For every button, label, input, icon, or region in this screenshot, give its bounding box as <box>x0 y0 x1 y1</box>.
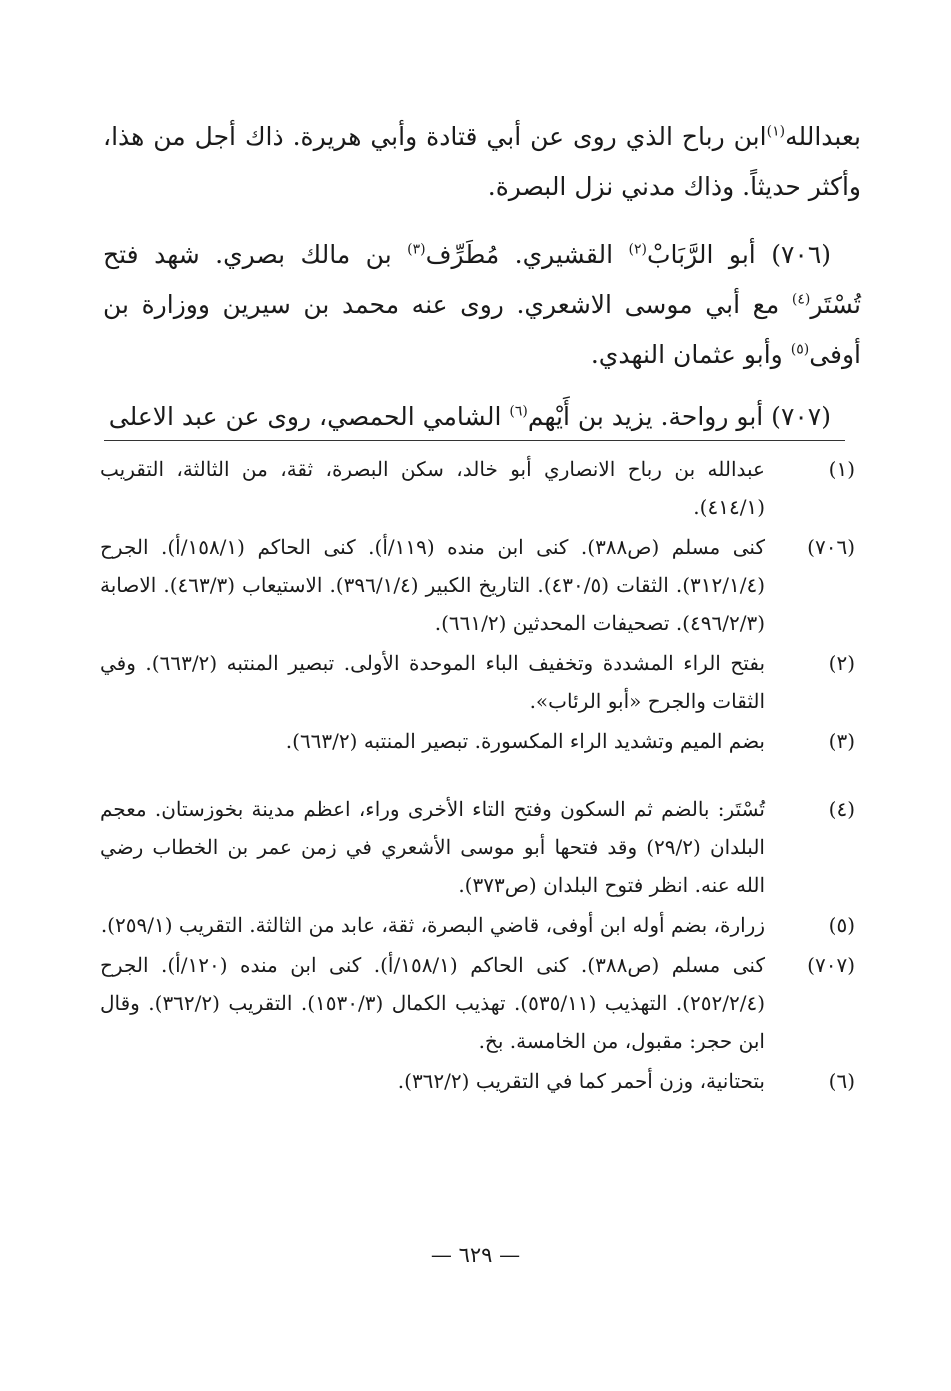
footnote-text: كنى مسلم (ص٣٨٨). كنى ابن منده (١١٩/أ). كنى الحاكم (١٥٨/١/أ). الجرح (٣١٢/١/٤). الثقات (٤٣٠/٥). التاريخ الكبير (٣٩٦/١/٤). الاستيعاب (٤٦٣/٣). الاصابة (٤٩٦/٢/٣). تصحيفات المحدثين (٦٦١/٢). <box>100 535 765 635</box>
text-span: القشيري. مُطَرِّف <box>425 240 614 269</box>
text-span: أبو رواحة. يزيد بن أَيْهم <box>527 402 764 431</box>
footnote-number: (٧٠٧) <box>807 953 855 977</box>
footnote-ref-6: (٦) <box>509 403 528 420</box>
footnote-number: (٣) <box>828 729 855 753</box>
page-number: — ٦٢٩ — <box>430 1243 521 1267</box>
text-span: أبو الرَّبَابْ <box>646 240 756 269</box>
footnote-ref-5: (٥) <box>790 341 810 358</box>
paragraph-continuation <box>103 112 861 212</box>
footnote-text: بتحتانية، وزن أحمر كما في التقريب (٣٦٢/٢). <box>397 1069 765 1093</box>
footnotes <box>100 450 855 1102</box>
footnote-item <box>100 1062 855 1100</box>
footnote-text: بضم الميم وتشديد الراء المكسورة. تبصير المنتبه (٦٦٣/٢). <box>285 729 765 753</box>
footnote-item <box>100 644 855 720</box>
footnote-number: (٤) <box>828 797 855 821</box>
text-span: بعبدالله <box>785 122 861 151</box>
footnote-item <box>100 946 855 1060</box>
footnote-number: (٧٠٦) <box>807 535 855 559</box>
text-span: بن مالك بصري. شهد فتح تُسْتَر <box>103 240 861 319</box>
footnote-ref-3: (٣) <box>407 241 426 258</box>
main-text <box>103 112 861 454</box>
footnote-item <box>100 790 855 904</box>
footnote-number: (٢) <box>828 651 855 675</box>
footnote-item <box>100 528 855 642</box>
footnote-text: تُسْتَر: بالضم ثم السكون وفتح التاء الأخرى وراء، اعظم مدينة بخوزستان. معجم البلدان (٢٩/٢) وقد فتحها أبو موسى الأشعري في زمن عمر بن الخطاب رضي الله عنه. انظر فتوح البلدان (ص٣٧٣). <box>100 797 765 897</box>
footnote-text: بفتح الراء المشددة وتخفيف الباء الموحدة الأولى. تبصير المنتبه (٦٦٣/٢). وفي الثقات والجرح «أبو الرئاب». <box>100 651 766 713</box>
footnote-item <box>100 722 855 760</box>
text-span: الشامي الحمصي، روى عن عبد الاعلى <box>108 402 502 431</box>
footnote-text: زرارة، بضم أوله ابن أوفى، قاضي البصرة، ثقة، عابد من الثالثة. التقريب (٢٥٩/١). <box>100 913 765 937</box>
footnote-text: عبدالله بن رباح الانصاري أبو خالد، سكن البصرة، ثقة، من الثالثة، التقريب (٤١٤/١). <box>100 457 765 519</box>
entry-number: (٧٠٦) <box>771 240 832 269</box>
footnote-divider <box>104 440 845 441</box>
footnote-ref-2: (٢) <box>628 241 647 258</box>
entry-706 <box>103 230 861 380</box>
footnote-ref-4: (٤) <box>791 291 811 308</box>
footnote-number: (١) <box>828 457 855 481</box>
footnote-text: كنى مسلم (ص٣٨٨). كنى الحاكم (١٥٨/١/أ). كنى ابن منده (١٢٠/أ). الجرح (٢٥٢/٢/٤). التهذيب (٥٣٥/١١). تهذيب الكمال (١٥٣٠/٣). التقريب (٣٦٢/٢). وقال ابن حجر: مقبول، من الخامسة. بخ. <box>100 953 765 1053</box>
footnote-item <box>100 450 855 526</box>
footnote-number: (٦) <box>828 1069 855 1093</box>
text-span: مع أبي موسى الاشعري. روى عنه محمد بن سيرين ووزارة بن أوفى <box>103 290 861 369</box>
footnote-number: (٥) <box>828 913 855 937</box>
entry-number: (٧٠٧) <box>771 402 831 431</box>
footnote-ref-1: (١) <box>766 123 786 140</box>
entry-707 <box>103 392 861 442</box>
text-span: ابن رباح الذي روى عن أبي قتادة وأبي هريرة. ذاك أجل من هذا، وأكثر حديثاً. وذاك مدني نزل البصرة. <box>103 122 861 201</box>
footnote-item <box>100 906 855 944</box>
text-span: وأبو عثمان النهدي. <box>590 340 783 369</box>
